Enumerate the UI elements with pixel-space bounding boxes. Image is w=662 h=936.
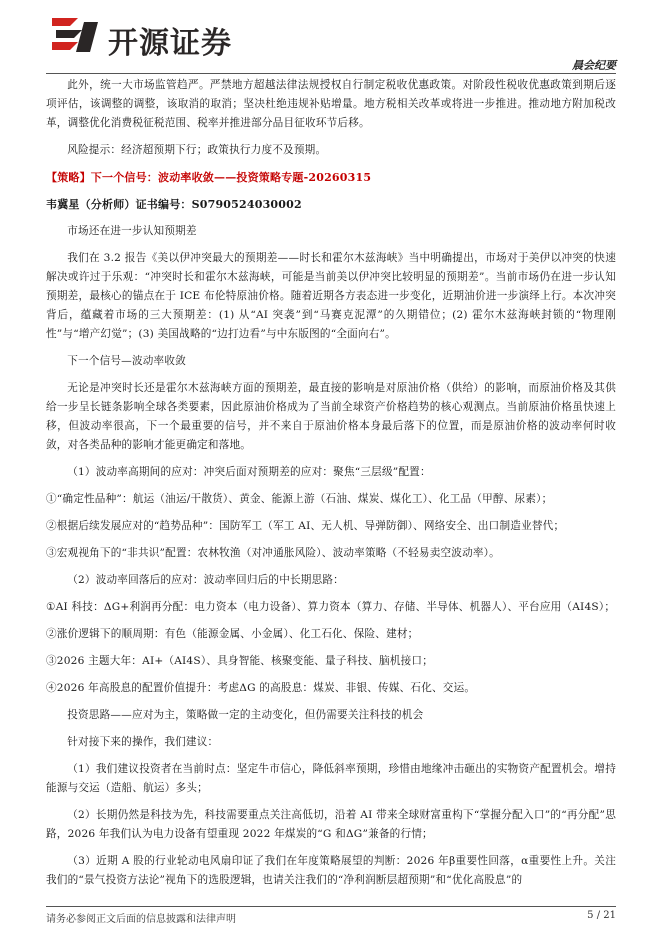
paragraph: （2）长期仍然是科技为先，科技需要重点关注高低切，沿着 AI 带来全球财富重构下“掌握分配入口”的“再分配”思路，2026 年我们认为电力设备有望重现 2022 年煤炭的“G 和ΔG”兼备的行情； [46,809,616,840]
analyst-line: 韦冀星（分析师）证书编号：S0790524030002 [46,198,302,211]
list-heading: （2）波动率回落后的应对：波动率回归后的中长期思路： [67,574,344,586]
paragraph: （1）我们建议投资者在当前时点：坚定牛市信心，降低斜率预期，珍惜由地缘冲击砸出的实物资产配置机会。增持能源与交运（造船、航运）多头； [46,763,616,794]
footer-divider [46,906,616,907]
list-item: ①“确定性品种”：航运（油运/干散货）、黄金、能源上游（石油、煤炭、煤化工）、化工品（甲醇、尿素）； [46,493,553,505]
list-item: ②涨价逻辑下的顺周期：有色（能源金属、小金属）、化工石化、保险、建材； [46,628,419,640]
subheading: 市场还在进一步认知预期差 [67,225,197,237]
subheading: 投资思路——应对为主，策略做一定的主动变化，但仍需要关注科技的机会 [67,709,424,721]
brand-logo [48,14,288,60]
list-item: ①AI 科技：ΔG+利润再分配：电力资本（电力设备）、算力资本（算力、存储、半导体、机器人）、平台应用（AI4S）； [46,601,616,613]
paragraph: 此外，统一大市场监管趋严。严禁地方超越法律法规授权自行制定税收优惠政策。对阶段性税收优惠政策到期后逐项评估，该调整的调整，该取消的取消；坚决杜绝违规补贴增量。地方税相关改革或将进一步推进。推动地方附加税改革，调整优化消费税征税范围、税率并推进部分品目征收环节后移。 [46,79,616,129]
document-type-label: 晨会纪要 [572,59,616,72]
paragraph: 我们在 3.2 报告《美以伊冲突最大的预期差——时长和霍尔木兹海峡》当中明确提出，市场对于美伊以冲突的快速解决或许过于乐观：“冲突时长和霍尔木兹海峡，可能是当前美以伊冲突比较明显的预期差”。当前市场仍在进一步认知预期差，最核心的锚点在于 ICE 布伦特原油价格。随着近期各方表态进一步变化，近期油价进一步演绎上行。本次冲突背后，蕴藏着市场的三大预期差：(1) 从“AI 突袭”到“马赛克泥潭”的久期错位；(2) 霍尔木兹海峡封锁的“物理刚性”与“增产幻觉”；(3) 美国战略的“边打边看”与中东版图的“全面向右”。 [46,252,616,340]
logo-text: 开源证券 [108,26,232,61]
footer-disclaimer: 请务必参阅正文后面的信息披露和法律声明 [46,914,236,925]
page-number: 5 / 21 [587,910,616,921]
logo-mark-icon [48,14,104,58]
paragraph: （3）近期 A 股的行业轮动电风扇印证了我们在年度策略展望的判断：2026 年β重要性回落，α重要性上升。关注我们的“景气投资方法论”视角下的选股逻辑，也请关注我们的“净利润断层超预期”和“优化高股息”的 [46,855,616,886]
paragraph: 针对接下来的操作，我们建议： [67,736,219,748]
list-item: ③2026 主题大年：AI+（AI4S）、具身智能、核聚变能、量子科技、脑机接口； [46,655,433,667]
list-item: ④2026 年高股息的配置价值提升：考虑ΔG 的高股息：煤炭、非银、传媒、石化、交运。 [46,682,476,694]
list-heading: （1）波动率高期间的应对：冲突后面对预期差的应对：聚焦“三层级”配置： [67,466,431,478]
list-item: ③宏观视角下的“非共识”配置：农林牧渔（对冲通胀风险）、波动率策略（不轻易卖空波动率）。 [46,547,500,559]
risk-note: 风险提示：经济超预期下行；政策执行力度不及预期。 [67,144,327,156]
header-divider [46,73,616,74]
list-item: ②根据后续发展应对的“趋势品种”：国防军工（军工 AI、无人机、导弹防御）、网络安全、出口制造业替代； [46,520,565,532]
section-title: 【策略】下一个信号：波动率收敛——投资策略专题-20260315 [46,171,372,184]
page-header [0,0,662,74]
paragraph: 无论是冲突时长还是霍尔木兹海峡方面的预期差，最直接的影响是对原油价格（供给）的影响，而原油价格及其供给一步呈长链条影响全球各类要素，因此原油价格成为了当前全球资产价格趋势的核心观测点。当前原油价格虽快速上移，但波动率很高，下一个最重要的信号，并不来自于原油价格本身最后落下的位置，而是原油价格的波动率何时收敛，对各类品种的影响才能更确定和落地。 [46,382,616,451]
page-content [46,76,616,890]
subheading: 下一个信号—波动率收敛 [67,355,186,367]
